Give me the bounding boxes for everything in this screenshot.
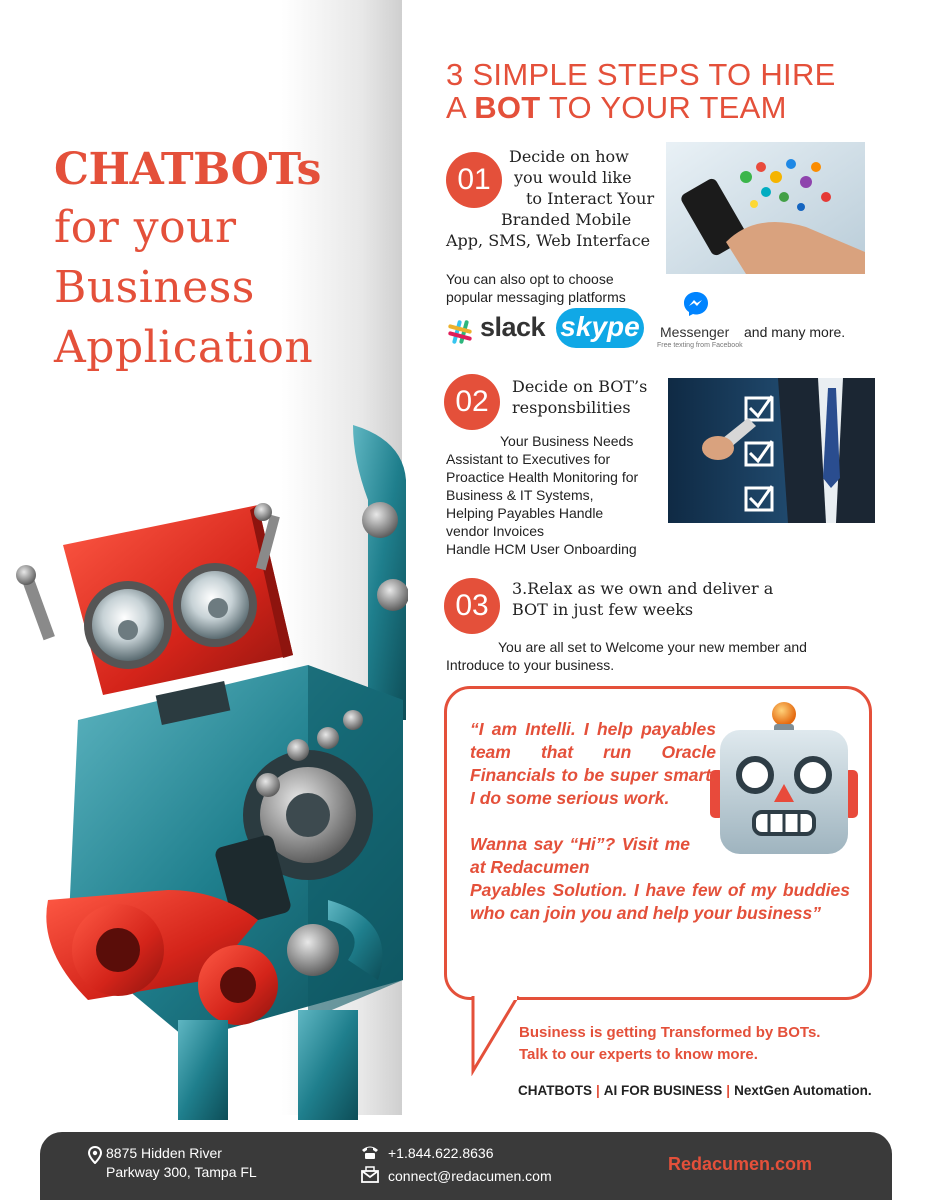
checklist-photo [668,378,875,523]
phone-number[interactable]: +1.844.622.8636 [388,1145,494,1161]
step-3-body [446,638,807,674]
tagline [518,1083,872,1098]
hero-line-4: Application [54,322,314,373]
step-2-line: Your Business Needs [500,433,634,449]
cta-line-2: Talk to our experts to know more. [519,1046,758,1063]
tag-automation: NextGen Automation. [734,1083,872,1098]
step-2-line: Handle HCM User Onboarding [446,541,637,557]
checklist-icon [668,378,875,523]
messenger-icon [682,290,710,318]
intelli-quote [470,718,850,925]
robot-illustration [8,420,408,1120]
step-2-title [512,376,647,418]
step-2-number: 02 [444,374,500,430]
step-3-number: 03 [444,578,500,634]
address-line-2: Parkway 300, Tampa FL [106,1164,257,1180]
steps-title-line-2 [446,91,836,124]
footer-email[interactable] [388,1167,552,1186]
steps-title-bold: BOT [474,90,541,125]
step-2-line: Proactice Health Monitoring for [446,469,639,485]
steps-title-post: TO YOUR TEAM [540,90,787,125]
footer-website-link[interactable]: Redacumen.com [668,1154,813,1174]
step-1-line: App, SMS, Web Interface [446,231,651,250]
location-pin-icon [88,1146,102,1164]
step-1-line: Branded Mobile [501,210,632,229]
step-2-line: vendor Invoices [446,523,545,539]
footer [40,1132,892,1200]
step-1-line: Decide on how [509,147,629,166]
messenger-logo: Messenger [660,324,730,340]
step-2-title-line-2: responsbilities [512,398,631,417]
phone-icon [360,1144,380,1160]
slack-logo: slack [480,312,546,342]
steps-title-line-1: 3 SIMPLE STEPS TO HIRE [446,57,836,92]
step-3-title-line-1: 3.Relax as we own and deliver a [512,579,774,598]
step-1-number: 01 [446,152,502,208]
tag-ai: AI FOR BUSINESS [603,1083,723,1098]
step-2-line: Assistant to Executives for [446,451,611,467]
mobile-apps-photo [666,142,865,274]
cta-line-1: Business is getting Transformed by BOTs. [519,1024,821,1041]
step-1-line: to Interact Your [526,189,655,208]
messenger-tagline: Free texting from Facebook [657,342,743,349]
footer-phone[interactable] [388,1144,494,1163]
hero-line-1: CHATBOTs [54,144,321,195]
step-1-title [446,146,666,251]
tag-chatbots: CHATBOTS [518,1083,592,1098]
step-2-line: Business & IT Systems, [446,487,594,503]
footer-address [106,1144,257,1182]
slack-icon [446,318,474,346]
skype-logo: skype [556,308,644,348]
step-3-title [512,578,773,620]
step-3-body-line-1: You are all set to Welcome your new member and [498,639,807,655]
cta-text [519,1022,820,1066]
email-address[interactable]: connect@redacumen.com [388,1168,552,1184]
quote-paragraph-2a: Wanna say “Hi”? Visit me at Redacumen [470,834,690,877]
quote-paragraph-2 [470,833,850,925]
quote-paragraph-1: “I am Intelli. I help payables team that run Oracle Financials to be super smart. I do some serious work. [470,719,716,808]
step-1-also-line-2: popular messaging platforms [446,289,626,305]
step-1-line: you would like [514,168,632,187]
step-2-body [446,432,638,558]
steps-title-pre: A [446,90,475,125]
steps-title [446,58,836,124]
hero-line-3: Business [54,262,255,313]
step-3-body-line-2: Introduce to your business. [446,657,615,673]
step-1-also-line-1: You can also opt to choose [446,271,614,287]
step-2-title-line-1: Decide on BOT’s [512,377,648,396]
phone-icon [666,142,865,274]
email-icon [360,1166,380,1184]
tag-separator: | [726,1083,731,1098]
quote-paragraph-2b: Payables Solution. I have few of my buddies who can join you and help your business” [470,880,850,923]
hero-title [54,142,321,378]
many-more-text: and many more. [744,324,846,340]
step-3-title-line-2: BOT in just few weeks [512,600,694,619]
tag-separator: | [596,1083,600,1098]
messaging-logos [446,290,886,360]
hero-line-2: for your [54,202,237,253]
address-line-1: 8875 Hidden River [106,1145,222,1161]
step-2-line: Helping Payables Handle [446,505,604,521]
